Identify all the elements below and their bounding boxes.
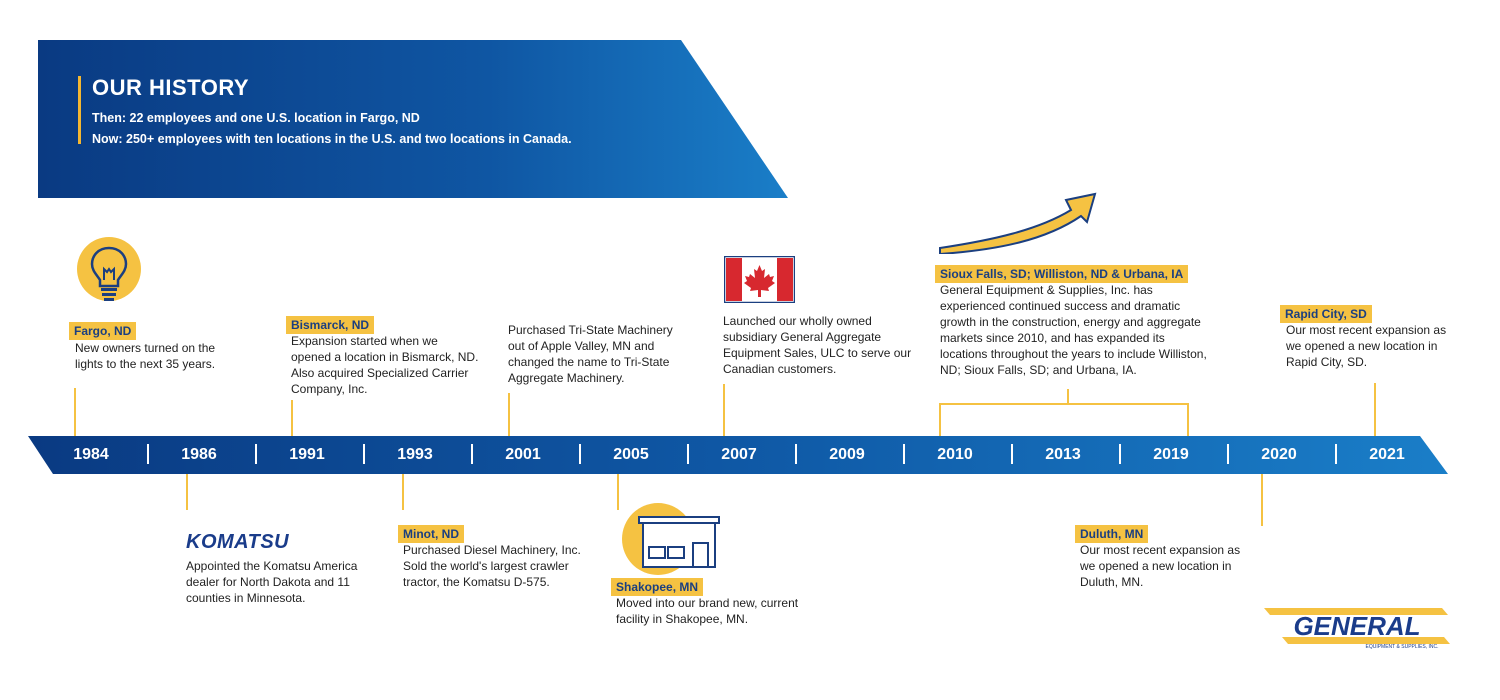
year-1986: 1986 (181, 446, 217, 463)
year-separator (147, 444, 149, 464)
year-separator (1335, 444, 1337, 464)
year-2009: 2009 (829, 446, 865, 463)
desc-tristate: Purchased Tri-State Machinery out of Apple Valley, MN and changed the name to Tri-State Aggregate Machinery. (508, 323, 673, 385)
connector-duluth (1261, 474, 1263, 526)
tag-shakopee: Shakopee, MN (611, 578, 703, 596)
desc-bismarck: Expansion started when we opened a location in Bismarck, ND. Also acquired Specialized Carrier Company, Inc. (291, 334, 479, 396)
now-statement: Now: 250+ employees with ten locations in the U.S. and two locations in Canada. (92, 132, 572, 146)
komatsu-logo: KOMATSU (186, 531, 290, 553)
connector-fargo (74, 388, 76, 436)
year-separator (1011, 444, 1013, 464)
year-separator (1119, 444, 1121, 464)
year-2020: 2020 (1261, 446, 1297, 463)
tag-fargo: Fargo, ND (69, 322, 136, 340)
year-separator (687, 444, 689, 464)
then-statement: Then: 22 employees and one U.S. location in Fargo, ND (92, 111, 420, 125)
tag-rapid-city: Rapid City, SD (1280, 305, 1372, 323)
connector-tristate (508, 393, 510, 436)
page-title: OUR HISTORY (92, 75, 250, 100)
connector-rapid (1374, 383, 1376, 436)
year-1984: 1984 (73, 446, 109, 463)
lightbulb-icon (76, 237, 142, 305)
year-1991: 1991 (289, 446, 325, 463)
brand-name: GENERAL (1293, 611, 1421, 641)
brand-sub: EQUIPMENT & SUPPLIES, INC. (1365, 644, 1439, 649)
desc-shakopee: Moved into our brand new, current facility in Shakopee, MN. (616, 596, 799, 626)
connector-sioux-right (1187, 403, 1189, 436)
general-logo (1262, 605, 1452, 649)
tag-bismarck: Bismarck, ND (286, 316, 374, 334)
year-1993: 1993 (397, 446, 433, 463)
desc-minot: Purchased Diesel Machinery, Inc. Sold the world's largest crawler tractor, the Komatsu D-575. (403, 543, 581, 589)
year-separator (903, 444, 905, 464)
year-2001: 2001 (505, 446, 541, 463)
year-separator (255, 444, 257, 464)
connector-minot (402, 474, 404, 510)
year-separator (363, 444, 365, 464)
year-separator (471, 444, 473, 464)
connector-sioux-bracket (939, 403, 1189, 405)
connector-canada (723, 384, 725, 436)
year-2010: 2010 (937, 446, 973, 463)
banner-accent-bar (78, 76, 81, 144)
connector-sioux-center (1067, 389, 1069, 403)
year-2013: 2013 (1045, 446, 1081, 463)
tag-sioux-falls: Sioux Falls, SD; Williston, ND & Urbana, IA (935, 265, 1188, 283)
year-separator (579, 444, 581, 464)
desc-sioux-falls: General Equipment & Supplies, Inc. has experienced continued success and dramatic growth in the construction, energy and aggregate markets since 2010, and has expanded its locations throughout the years to include Williston, ND; Sioux Falls, SD; and Urbana, IA. (940, 283, 1207, 377)
year-2021: 2021 (1369, 446, 1405, 463)
desc-duluth: Our most recent expansion as we opened a new location in Duluth, MN. (1080, 543, 1241, 589)
desc-canada: Launched our wholly owned subsidiary General Aggregate Equipment Sales, ULC to serve our Canadian customers. (723, 314, 912, 376)
tag-minot: Minot, ND (398, 525, 464, 543)
connector-sioux-left (939, 403, 941, 436)
connector-bismarck (291, 400, 293, 436)
tag-duluth: Duluth, MN (1075, 525, 1148, 543)
desc-komatsu: Appointed the Komatsu America dealer for North Dakota and 11 counties in Minnesota. (186, 559, 358, 605)
desc-rapid-city: Our most recent expansion as we opened a new location in Rapid City, SD. (1286, 323, 1447, 369)
building-icon (622, 501, 724, 579)
desc-fargo: New owners turned on the lights to the next 35 years. (75, 341, 216, 371)
connector-komatsu (186, 474, 188, 510)
year-2007: 2007 (721, 446, 757, 463)
canada-flag-icon (724, 256, 795, 303)
year-separator (1227, 444, 1229, 464)
year-2019: 2019 (1153, 446, 1189, 463)
year-separator (795, 444, 797, 464)
year-2005: 2005 (613, 446, 649, 463)
growth-arrow-icon (938, 188, 1098, 254)
connector-shakopee (617, 474, 619, 510)
